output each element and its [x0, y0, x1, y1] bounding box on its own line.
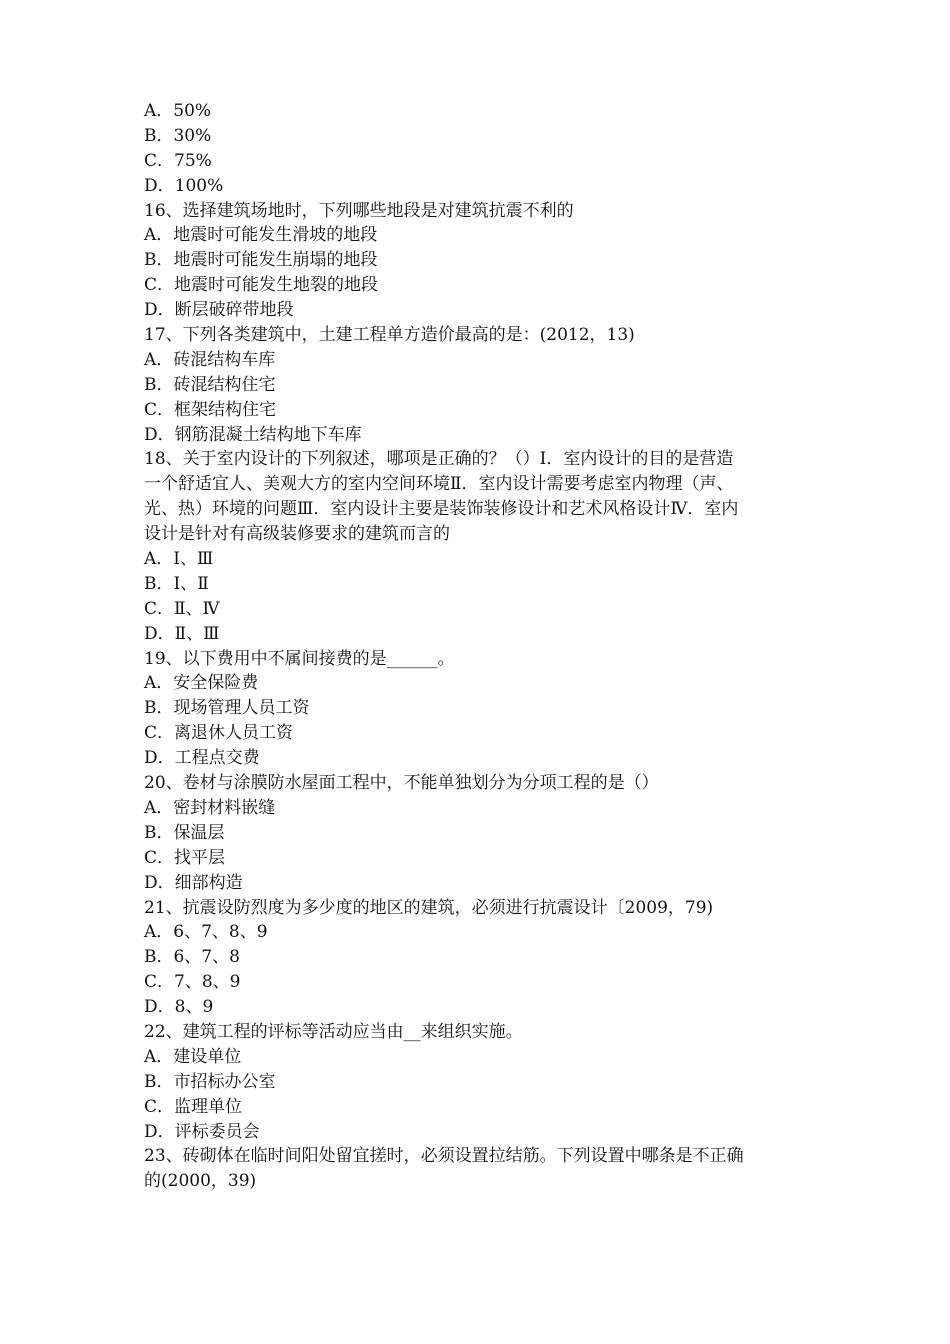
text-line: A．安全保险费 — [144, 673, 259, 694]
text-line: A．地震时可能发生滑坡的地段 — [144, 225, 378, 246]
text-line: D．100% — [144, 175, 224, 196]
question-line: 22、建筑工程的评标等活动应当由__来组织实施。 — [144, 1021, 523, 1042]
text-line: A．6、7、8、9 — [144, 922, 268, 943]
text-line: B．保温层 — [144, 822, 225, 843]
text-line: C．离退休人员工资 — [144, 723, 294, 744]
text-line: 光、热）环境的问题Ⅲ．室内设计主要是装饰装修设计和艺术风格设计Ⅳ．室内 — [144, 499, 739, 520]
text-line: A．Ⅰ、Ⅲ — [144, 549, 214, 570]
text-line: D．工程点交费 — [144, 748, 260, 769]
question-line: 17、下列各类建筑中，土建工程单方造价最高的是：(2012，13) — [144, 325, 635, 346]
text-line: C．地震时可能发生地裂的地段 — [144, 275, 379, 296]
text-line: C．7、8、9 — [144, 972, 241, 993]
text-line: A．砖混结构车库 — [144, 349, 276, 370]
text-line: A．密封材料嵌缝 — [144, 797, 276, 818]
text-line: C．框架结构住宅 — [144, 399, 277, 420]
question-line: 16、选择建筑场地时，下列哪些地段是对建筑抗震不利的 — [144, 200, 574, 221]
text-line: C．找平层 — [144, 847, 226, 868]
text-line: B．30% — [144, 125, 212, 146]
question-line: 23、砖砌体在临时间阳处留宜搓时，必须设置拉结筋。下列设置中哪条是不正确 — [144, 1146, 744, 1167]
text-line: D．细部构造 — [144, 872, 243, 893]
text-line: D．钢筋混凝土结构地下车库 — [144, 424, 362, 445]
text-line: A．50% — [144, 101, 212, 121]
text-line: B．6、7、8 — [144, 947, 240, 968]
text-line: A．建设单位 — [144, 1046, 242, 1067]
text-line: 一个舒适宜人、美观大方的室内空间环境Ⅱ．室内设计需要考虑室内物理（声、 — [144, 474, 734, 495]
question-line: 20、卷材与涂膜防水屋面工程中，不能单独划分为分项工程的是（） — [144, 773, 659, 794]
text-line: D．断层破碎带地段 — [144, 300, 294, 321]
text-line: C．Ⅱ、Ⅳ — [144, 598, 220, 619]
text-line: 设计是针对有高级装修要求的建筑而言的 — [144, 524, 450, 545]
text-line: 的(2000，39) — [144, 1171, 257, 1192]
text-line: D．评标委员会 — [144, 1121, 260, 1142]
text-line: B．现场管理人员工资 — [144, 698, 310, 719]
text-line: D．8、9 — [144, 997, 214, 1018]
text-line: B．Ⅰ、Ⅱ — [144, 573, 209, 594]
text-line: B．砖混结构住宅 — [144, 374, 276, 395]
question-line: 21、抗震设防烈度为多少度的地区的建筑，必须进行抗震设计〔2009，79) — [144, 897, 714, 918]
text-line: B．市招标办公室 — [144, 1071, 276, 1092]
question-line: 18、关于室内设计的下列叙述，哪项是正确的？（）Ⅰ．室内设计的目的是营造 — [144, 449, 734, 470]
document-page — [144, 99, 824, 1194]
question-line: 19、以下费用中不属间接费的是______。 — [144, 648, 455, 669]
text-line: C．监理单位 — [144, 1096, 243, 1117]
text-line: D．Ⅱ、Ⅲ — [144, 623, 220, 644]
text-line: B．地震时可能发生崩塌的地段 — [144, 250, 378, 271]
text-line: C．75% — [144, 150, 212, 171]
